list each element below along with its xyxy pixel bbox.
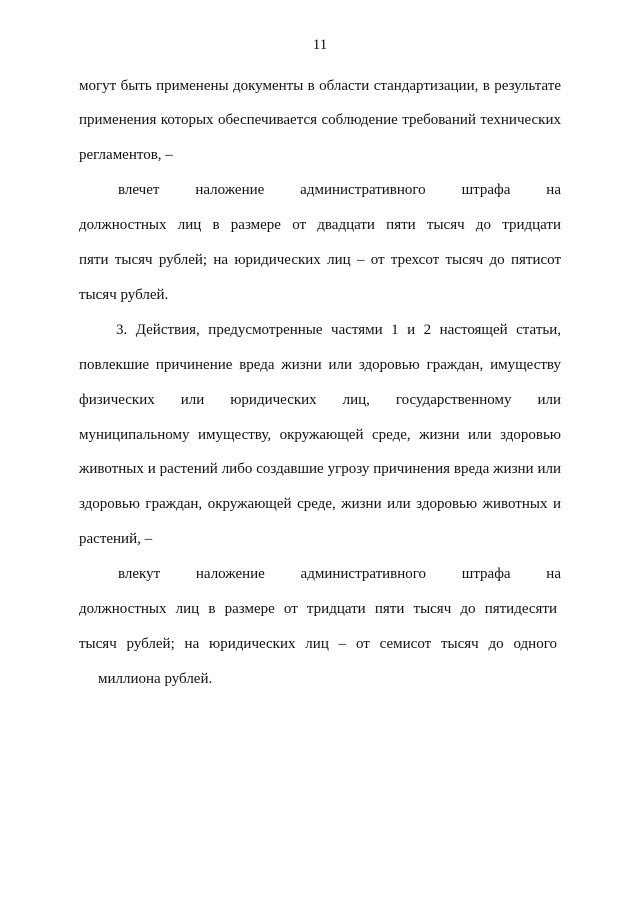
text-line: муниципальному имуществу, окружающей среде, жизни или здоровью bbox=[79, 427, 561, 443]
text-line: пяти тысяч рублей; на юридических лиц – от трехсот тысяч до пятисот bbox=[79, 252, 561, 268]
text-line: влечет наложение административного штрафа на bbox=[118, 182, 561, 198]
text-line: тысяч рублей. bbox=[79, 287, 169, 303]
text-line: 3. Действия, предусмотренные частями 1 и 2 настоящей статьи, bbox=[116, 322, 561, 338]
text-line: должностных лиц в размере от двадцати пяти тысяч до тридцати bbox=[79, 217, 561, 233]
text-line: влекут наложение административного штрафа на bbox=[118, 566, 561, 582]
text-line: растений, – bbox=[79, 531, 153, 547]
text-line: здоровью граждан, окружающей среде, жизни или здоровью животных и bbox=[79, 496, 561, 512]
text-line: могут быть применены документы в области стандартизации, в результате bbox=[79, 78, 561, 94]
text-line: должностных лиц в размере от тридцати пяти тысяч до пятидесяти bbox=[79, 601, 557, 617]
text-line: тысяч рублей; на юридических лиц – от семисот тысяч до одного bbox=[79, 636, 557, 652]
text-line: животных и растений либо создавшие угрозу причинения вреда жизни или bbox=[79, 461, 561, 477]
text-line: регламентов, – bbox=[79, 147, 173, 163]
text-line: применения которых обеспечивается соблюдение требований технических bbox=[79, 112, 561, 128]
page-number: 11 bbox=[312, 37, 328, 53]
text-line: повлекшие причинение вреда жизни или здоровью граждан, имуществу bbox=[79, 357, 561, 373]
text-line: миллиона рублей. bbox=[98, 671, 213, 687]
text-line: физических или юридических лиц, государственному или bbox=[79, 392, 561, 408]
